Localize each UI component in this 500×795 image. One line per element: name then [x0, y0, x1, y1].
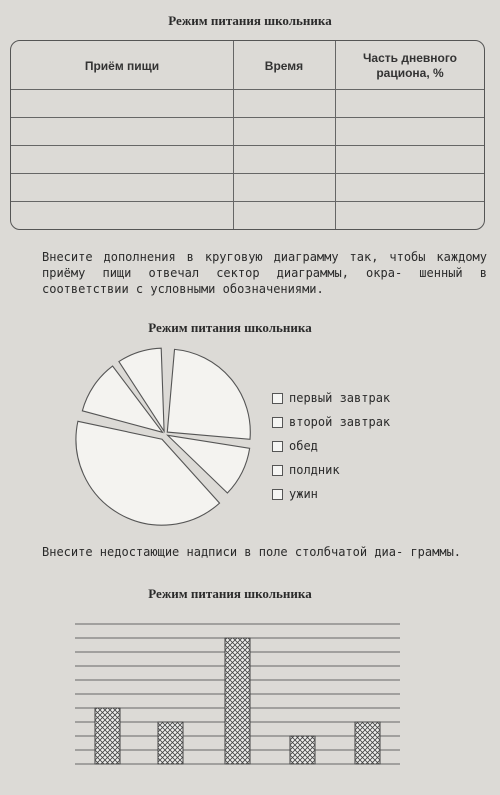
legend-label: полдник	[289, 463, 340, 477]
pie-task-instruction: Внесите дополнения в круговую диаграмму так, чтобы каждому приёму пищи отвечал сектор диаграммы, окра- шенный в соответствии с условными обозначениями.	[42, 250, 487, 296]
legend-label: ужин	[289, 487, 318, 501]
pie-chart-title: Режим питания школьника	[148, 320, 312, 335]
bar-chart-title: Режим питания школьника	[148, 586, 312, 601]
bar[interactable]	[355, 722, 380, 764]
legend-label: второй завтрак	[289, 415, 391, 429]
bar-task-instruction: Внесите недостающие надписи в поле столбчатой диа- граммы.	[42, 545, 462, 559]
bar[interactable]	[158, 722, 183, 764]
column-header-time: Время	[264, 58, 304, 73]
legend-label: первый завтрак	[289, 391, 391, 405]
bar[interactable]	[290, 736, 315, 764]
column-header-share: Часть дневного рациона, %	[362, 51, 458, 80]
table-title: Режим питания школьника	[168, 13, 332, 28]
bar[interactable]	[225, 638, 250, 764]
bar[interactable]	[95, 708, 120, 764]
legend-label: обед	[289, 439, 318, 453]
column-header-meal: Приём пищи	[84, 58, 160, 73]
